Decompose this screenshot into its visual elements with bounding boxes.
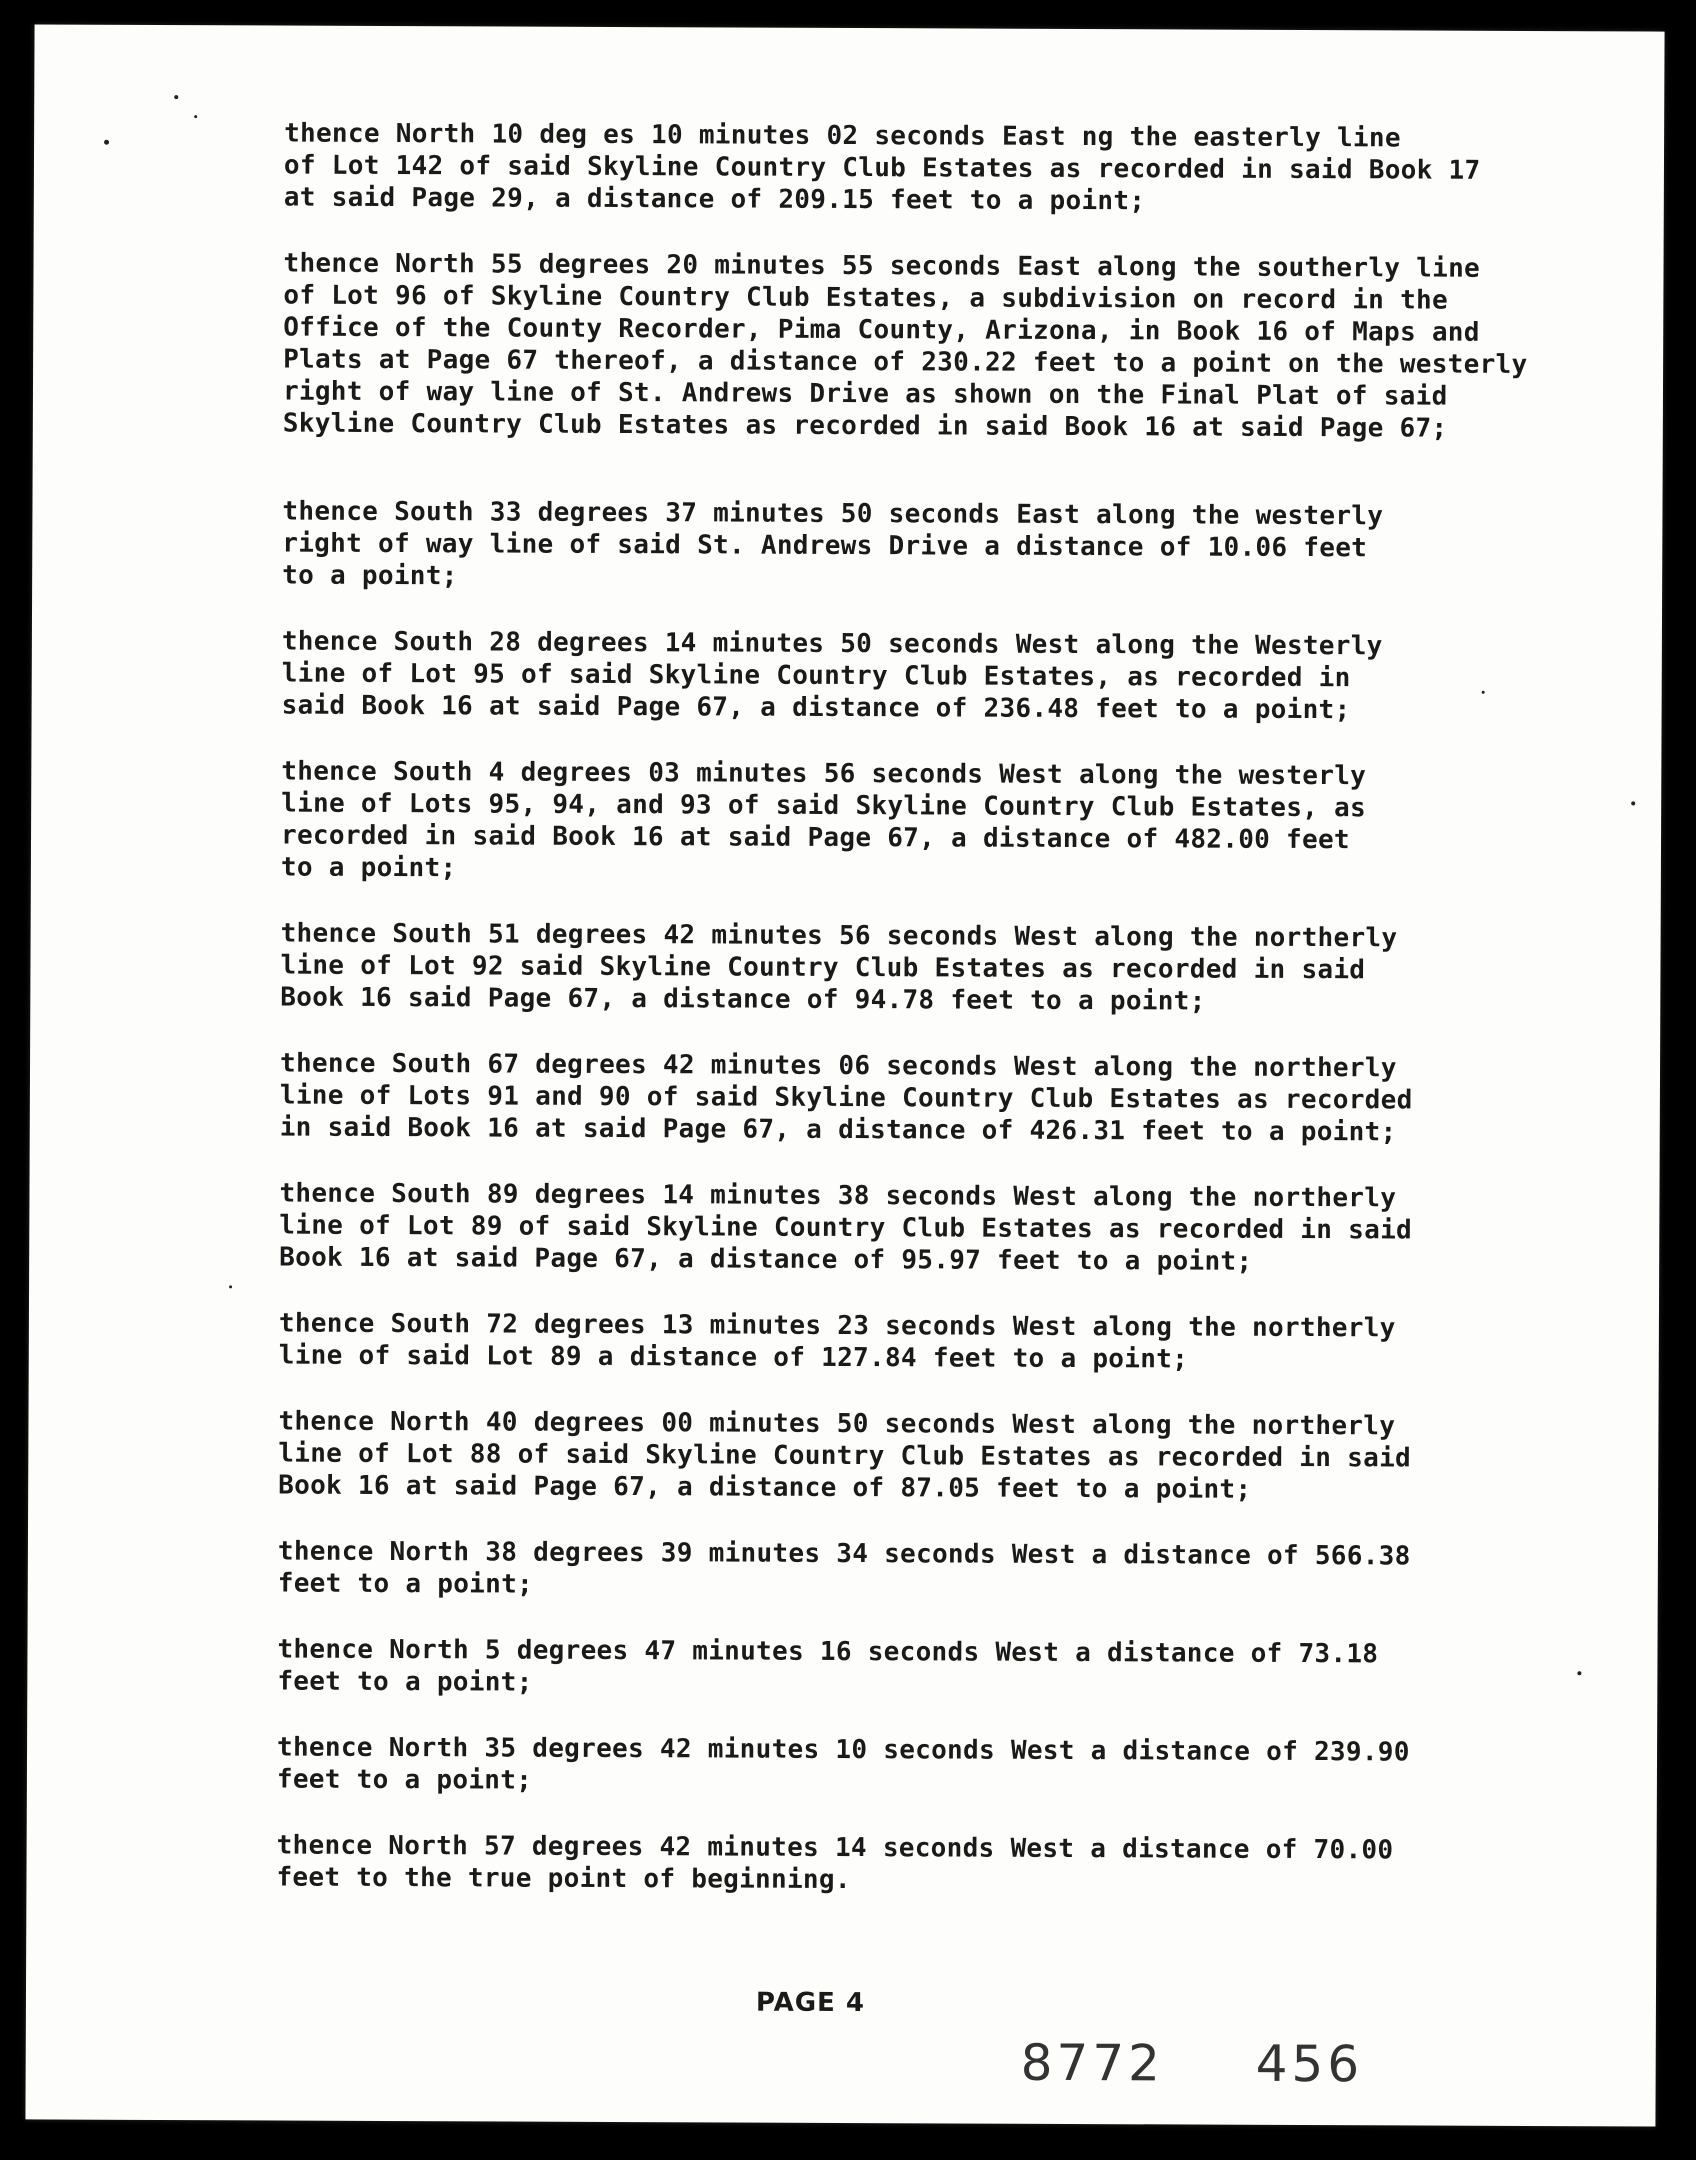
recording-page-number: 456 <box>1255 2034 1364 2094</box>
scan-speck <box>1577 1671 1581 1675</box>
recording-book-number: 8772 <box>1020 2033 1165 2093</box>
scan-speck <box>194 115 197 118</box>
legal-description-paragraph: thence South 67 degrees 42 minutes 06 seconds West along the northerly line of Lots 91 and 90 of said Skyline Country Club Estates as recorded in said Book 16 at said Page 67, a distance of 426.31 feet to a point; <box>279 1048 1413 1148</box>
legal-description-paragraph: thence South 33 degrees 37 minutes 50 seconds East along the westerly right of way line of said St. Andrews Drive a distance of 10.06 feet to a point; <box>282 496 1384 592</box>
page-number: PAGE 4 <box>755 1987 866 2019</box>
legal-description-paragraph: thence North 38 degrees 39 minutes 34 seconds West a distance of 566.38 feet to a point; <box>277 1536 1411 1600</box>
scan-speck <box>1631 801 1635 805</box>
document-page <box>25 24 1664 2126</box>
legal-description-paragraph: thence South 28 degrees 14 minutes 50 seconds West along the Westerly line of Lot 95 of said Skyline Country Club Estates, as recorded in said Book 16 at said Page 67, a distance of 236.48 feet to a point; <box>281 626 1383 726</box>
scan-speck <box>229 1285 232 1288</box>
legal-description-paragraph: thence South 51 degrees 42 minutes 56 seconds West along the northerly line of Lot 92 said Skyline Country Club Estates as recorded in said Book 16 said Page 67, a distance of 94.78 feet to a point; <box>280 918 1398 1017</box>
legal-description-paragraph: thence South 89 degrees 14 minutes 38 seconds West along the northerly line of Lot 89 of said Skyline Country Club Estates as recorded in said Book 16 at said Page 67, a distance of 95.97 feet to a point; <box>279 1178 1413 1277</box>
scan-speck <box>1482 691 1485 694</box>
scan-speck <box>104 140 109 145</box>
legal-description-paragraph: thence North 10 deg es 10 minutes 02 seconds East ng the easterly line of Lot 142 of said Skyline Country Club Estates as recorded in said Book 17 at said Page 29, a distance of 209.15 feet to a point; <box>283 118 1481 217</box>
legal-description-paragraph: thence North 35 degrees 42 minutes 10 seconds West a distance of 239.90 feet to a point; <box>276 1732 1410 1796</box>
legal-description-paragraph: thence North 40 degrees 00 minutes 50 seconds West along the northerly line of Lot 88 of said Skyline Country Club Estates as recorded in said Book 16 at said Page 67, a distance of 87.05 feet to a point; <box>278 1406 1412 1505</box>
legal-description-paragraph: thence South 72 degrees 13 minutes 23 seconds West along the northerly line of said Lot 89 a distance of 127.84 feet to a point; <box>278 1308 1396 1375</box>
legal-description-paragraph: thence North 55 degrees 20 minutes 55 seconds East along the southerly line of Lot 96 of Skyline Country Club Estates, a subdivision on record in the Office of the County Recorder, Pima County, Arizona, in Book 16 of Maps and Plats at Page 67 thereof, a distance of 230.22 feet to a point on the westerly right of way line of St. Andrews Drive as shown on the Final Plat of said Skyline Country Club Estates as recorded in said Book 16 at said Page 67; <box>282 248 1528 444</box>
legal-description-paragraph: thence South 4 degrees 03 minutes 56 seconds West along the westerly line of Lots 95, 94, and 93 of said Skyline Country Club Estates, as recorded in said Book 16 at said Page 67, a distance of 482.00 feet to a point; <box>280 756 1367 884</box>
legal-description-paragraph: thence North 5 degrees 47 minutes 16 seconds West a distance of 73.18 feet to a point; <box>277 1634 1379 1698</box>
legal-description-paragraph: thence North 57 degrees 42 minutes 14 seconds West a distance of 70.00 feet to the true point of beginning. <box>276 1830 1394 1896</box>
scan-speck <box>174 95 178 99</box>
